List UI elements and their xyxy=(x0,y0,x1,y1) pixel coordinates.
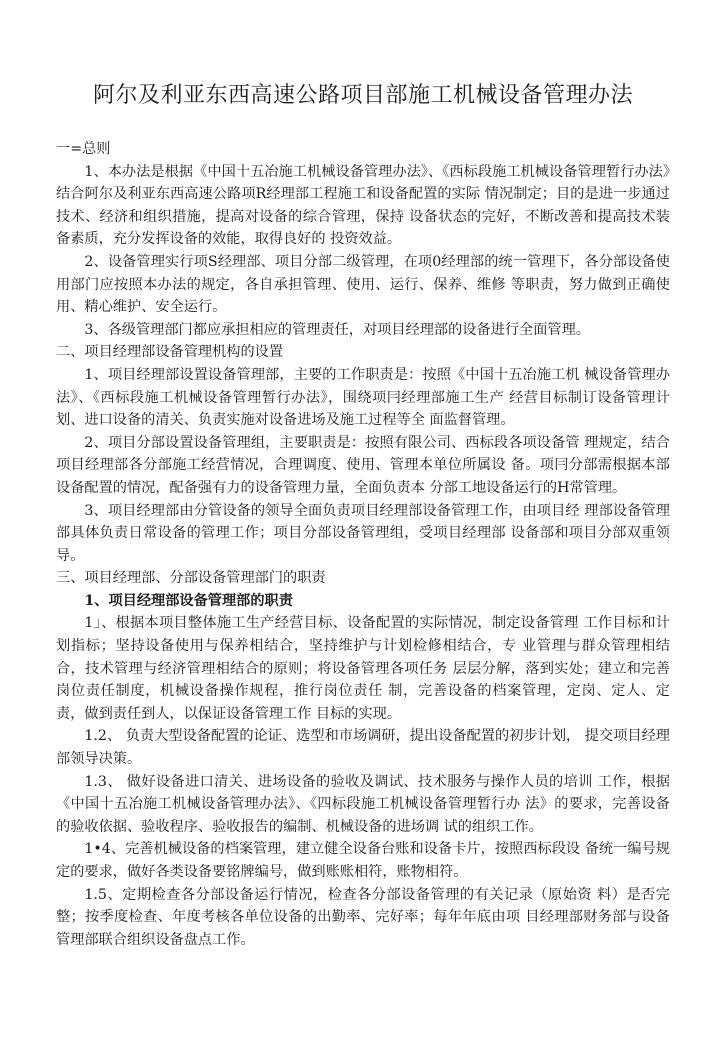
document-title: 阿尔及利亚东西高速公路项目部施工机械设备管理办法 xyxy=(92,83,633,108)
paragraph: 1•4、完善机械设备的档案管理，建立健全设备台账和设备卡片，按照西标段设 备统一编号规定的要求，做好各类设备要铭牌编号，做到账账相符，账物相符。 xyxy=(56,841,670,880)
section-heading-organization: 二、项目经理部设备管理机构的设置 xyxy=(56,344,284,361)
paragraph: 1」、根据本项目整体施工生产经营目标、设备配置的实际情况，制定设备管理 工作目标和计划指标；坚持设备使用与保养相结合，坚持维护与计划检修相结合，专 业管理与群众管理相结合，技术管理与经济管理相结合的原则；将设备管理各项任务 层层分解，落到实处；建立和完善岗位责任制度，机械设备操作规程，推行岗位责任 制，完善设备的档案管理，定岗、定人、定责，做到责任到人，以保证设备管理工作 目标的实现。 xyxy=(56,615,670,722)
document-body xyxy=(56,138,670,951)
subsection-heading: 1、项目经理部设备管理部的职责 xyxy=(84,592,293,609)
paragraph: 1.2、 负责大型设备配置的论证、选型和市场调研，提出设备配置的初步计划， 提交项目经理部领导决策。 xyxy=(56,728,670,768)
paragraph: 3、各级管理部门都应承担相应的管理责任，对项目经理部的设备进行全面管理。 xyxy=(84,321,590,338)
paragraph: 3、项目经理部由分管设备的领导全面负责项目经理部设备管理工作，由项目经 理部设备管理部具体负责日常设备的管理工作；项目分部设备管理组，受项目经理部 设备部和项目分部双重领导。 xyxy=(56,502,670,564)
paragraph: 1.3、 做好设备进口清关、进场设备的验收及调试、技术服务与操作人员的培训 工作，根据《中国十五冶施工机械设备管理办法》、《四标段施工机械设备管理暂行办 法》的要求，完善设备的验收依据、验收程序、验收报告的编制、机械设备的进场调 试的组织工作。 xyxy=(56,773,670,835)
paragraph: 1.5、定期检查各分部设备运行情况，检查各分部设备管理的有关记录（原始资 料）是否完整；按季度检查、年度考核各单位设备的出勤率、完好率；每年年底由项 目经理部财务部与设备管理部联合组织设备盘点工作。 xyxy=(56,886,670,948)
paragraph: 2、项目分部设置设备管理组，主要职责是：按照有限公司、西标段各项设备管 理规定，结合项目经理部各分部施工经营情况，合理调度、使用、管理本单位所属设 备。项冃分部需根据本部设备配置的情况，配备强有力的设备管理力量，全面负责本 分部工地设备运行的H常管理。 xyxy=(56,434,670,496)
section-heading-duties: 三、项目经理部、分部设备管理部门的职责 xyxy=(56,570,326,587)
paragraph: 2、设备管理实行项S经理部、项目分部二级管理，在项0经理部的统一管理下，各分部设备使用部门应按照本办法的规定，各自承担管理、使用、运行、保养、维修 等职责，努力做到正确使用、精心维护、安全运行。 xyxy=(56,253,670,316)
section-heading-general: 一=总则 xyxy=(56,141,111,157)
paragraph: 1、本办法是根据《中国十五冶施工机械设备管理办法》、《西标段施工机械设备管理暂行办法》结合阿尔及利亚东西高速公路项R经理部工程施工和设备配置的实际 情况制定；目的是进一步通过技术、经济和组织措施，提高对设备的综合管理，保持 设备状态的完好，不断改善和提高技术装备素质，充分发挥设备的效能，取得良好的 投资效益。 xyxy=(56,163,670,248)
paragraph: 1、项目经理部设置设备管理部，主要的工作职责是：按照《中国十五冶施工机 械设备管理办法》、《西标段施工机械设备管理暂行办法》，围绕项冃经理部施工生产 经营目标制订设备管理计划、进口设备的清关、负责实施对设备进场及施工过程等全 面监督管理。 xyxy=(56,366,670,429)
